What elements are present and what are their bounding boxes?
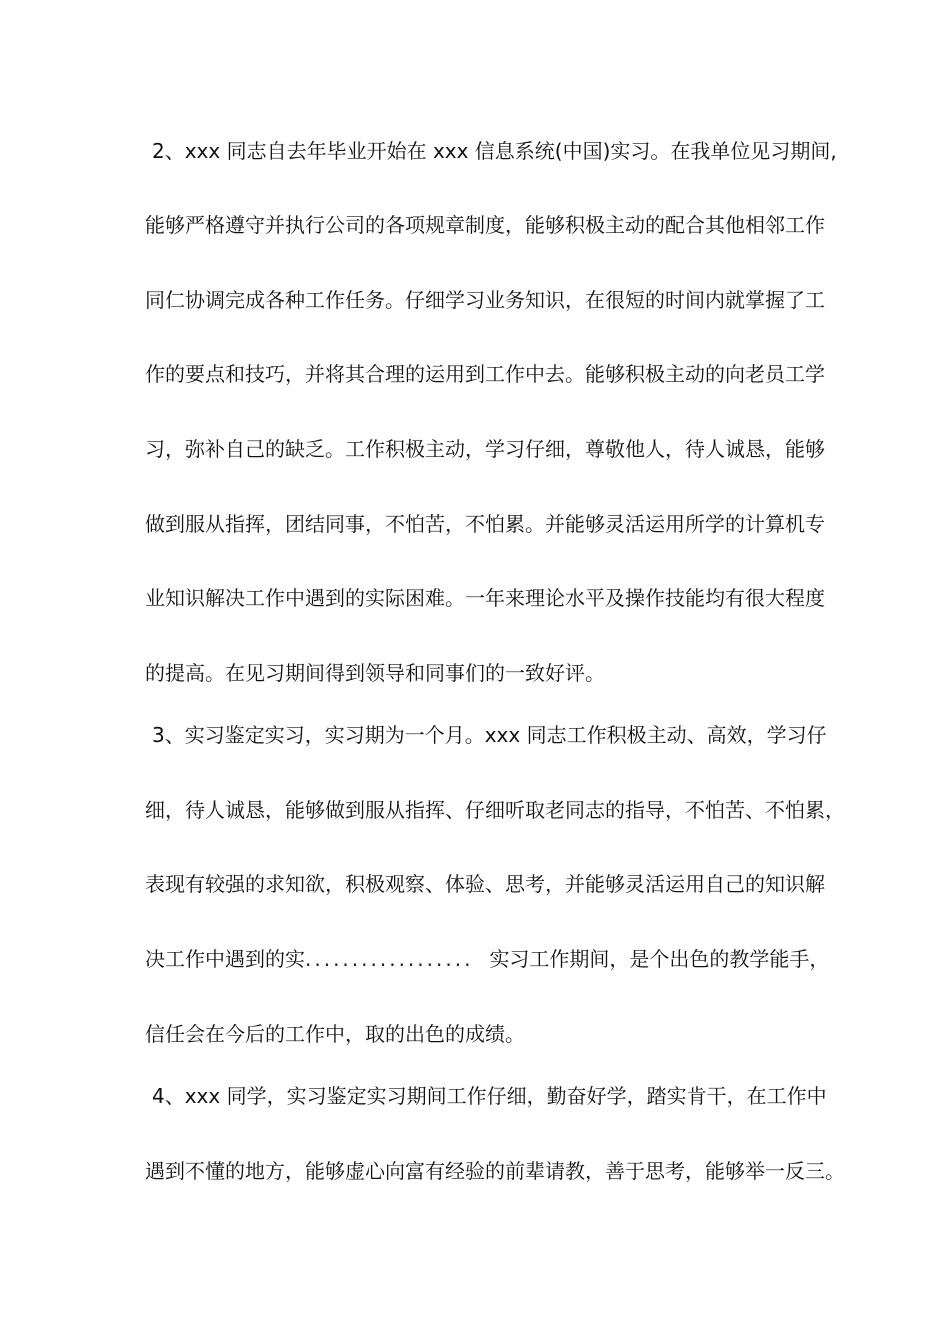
paragraph-3-line-5: 信任会在今后的工作中，取的出色的成绩。 [145, 1022, 525, 1046]
paragraph-2-line-1: 2、xxx 同志自去年毕业开始在 xxx 信息系统(中国)实习。在我单位见习期间, [152, 139, 837, 163]
dotted-line-before: 决工作中遇到的实 [145, 947, 305, 971]
dotted-line-after: 实习工作期间，是个出色的教学能手， [489, 947, 830, 971]
paragraph-4-line-1: 4、xxx 同学，实习鉴定实习期间工作仔细，勤奋好学，踏实肯干，在工作中 [152, 1084, 827, 1108]
paragraph-4-line-2: 遇到不懂的地方，能够虚心向富有经验的前辈请教，善于思考，能够举一反三。 [145, 1159, 845, 1183]
paragraph-3-dotted-line [145, 944, 830, 974]
dotted-leader: .................. [305, 947, 474, 971]
paragraph-2-line-2: 能够严格遵守并执行公司的各项规章制度，能够积极主动的配合其他相邻工作 [145, 213, 825, 237]
paragraph-2-line-3: 同仁协调完成各种工作任务。仔细学习业务知识，在很短的时间内就掌握了工 [145, 288, 825, 312]
paragraph-3-line-2: 细，待人诚恳，能够做到服从指挥、仔细听取老同志的指导，不怕苦、不怕累， [145, 798, 845, 822]
paragraph-2-line-6: 做到服从指挥，团结同事，不怕苦，不怕累。并能够灵活运用所学的计算机专 [145, 512, 825, 536]
paragraph-2-line-7: 业知识解决工作中遇到的实际困难。一年来理论水平及操作技能均有很大程度 [145, 586, 825, 610]
paragraph-2-line-8: 的提高。在见习期间得到领导和同事们的一致好评。 [145, 661, 605, 685]
paragraph-3-line-1: 3、实习鉴定实习，实习期为一个月。xxx 同志工作积极主动、高效，学习仔 [152, 723, 827, 747]
paragraph-2-line-4: 作的要点和技巧，并将其合理的运用到工作中去。能够积极主动的向老员工学 [145, 362, 825, 386]
paragraph-3-line-3: 表现有较强的求知欲，积极观察、体验、思考，并能够灵活运用自己的知识解 [145, 872, 825, 896]
paragraph-2-line-5: 习，弥补自己的缺乏。工作积极主动，学习仔细，尊敬他人，待人诚恳，能够 [145, 437, 825, 461]
